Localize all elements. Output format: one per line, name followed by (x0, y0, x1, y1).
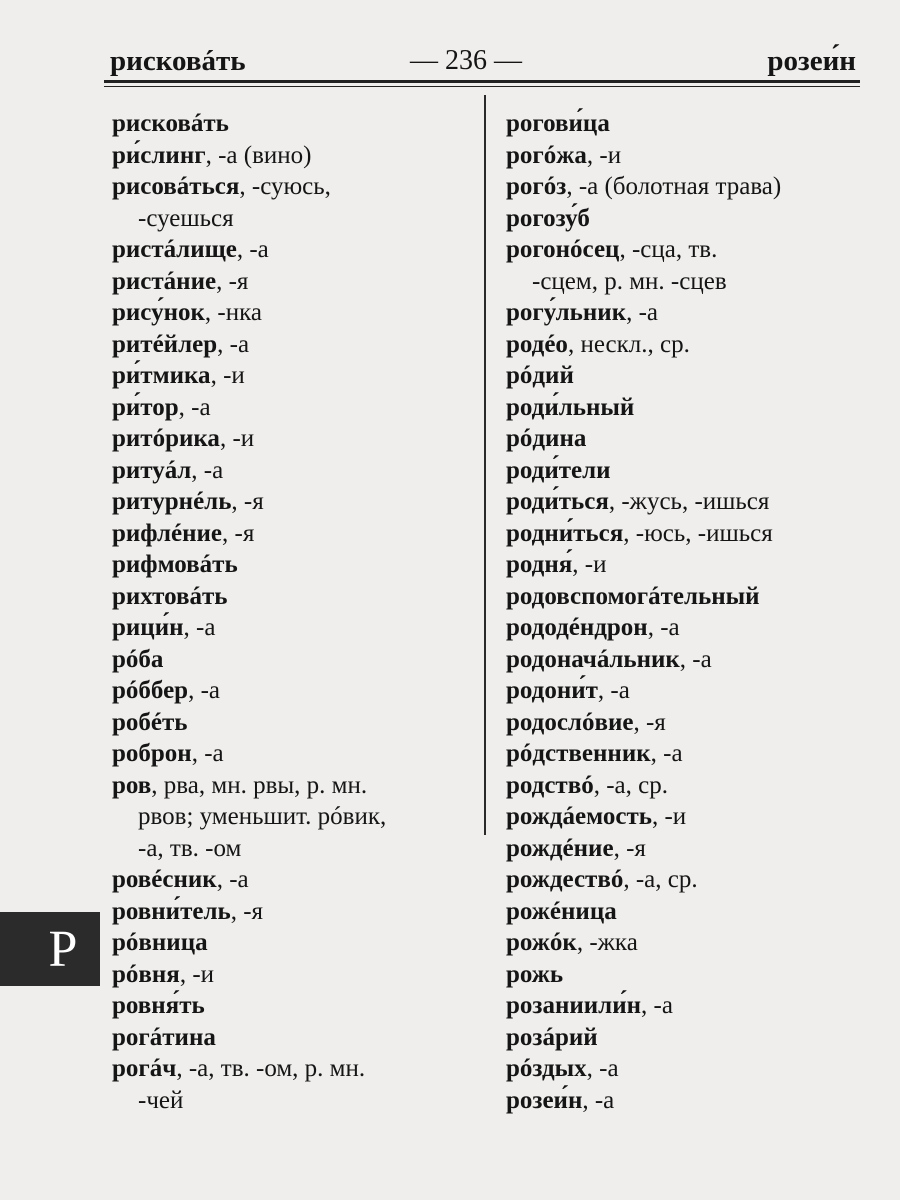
dictionary-entry (112, 455, 472, 487)
entry-grammar: , -а (626, 299, 659, 326)
headword: рододéндрон (506, 614, 648, 641)
dictionary-entry (506, 1022, 876, 1054)
headword: рифмовáть (112, 551, 238, 578)
dictionary-entry (112, 581, 472, 613)
headword: роди́тели (506, 456, 611, 484)
headword: роди́льный (506, 393, 635, 421)
dictionary-entry (112, 1053, 472, 1085)
dictionary-entry (112, 486, 472, 518)
entry-grammar: , -и (179, 960, 215, 988)
entry-continuation (506, 266, 876, 298)
headword: рогозу́б (506, 204, 590, 232)
headword: рожéница (506, 897, 617, 925)
headword: родовспомогáтельный (506, 582, 760, 610)
dictionary-entry (112, 927, 472, 959)
headword: рогови́ца (506, 110, 610, 137)
entry-grammar: , -а (191, 456, 224, 484)
dictionary-entry (112, 329, 472, 361)
entry-grammar: , -а (188, 677, 220, 704)
entry-grammar: , -а (191, 740, 224, 767)
entry-grammar: , -нка (204, 299, 262, 326)
header-left-guide-word: рисковáть (110, 45, 246, 77)
headword: родня́ (506, 551, 573, 578)
entry-grammar: , -и (219, 425, 255, 452)
entry-grammar: , -а, ср. (593, 771, 668, 799)
entry-grammar: , -я (230, 897, 264, 925)
entry-grammar: -суешься (138, 204, 234, 232)
dictionary-entry (112, 864, 472, 896)
thumb-index-letter: Р (48, 920, 78, 978)
dictionary-entry (506, 392, 876, 424)
dictionary-entry (112, 549, 472, 581)
headword: рогáтина (112, 1023, 216, 1051)
header-rule (104, 80, 860, 87)
entry-grammar: , -а (217, 330, 250, 358)
headword: родéо (506, 330, 568, 358)
headword: рогу́льник (506, 299, 627, 326)
entry-grammar: -а, тв. -ом (138, 834, 242, 862)
entry-continuation (112, 203, 472, 235)
dictionary-entry (506, 675, 876, 707)
dictionary-entry (506, 801, 876, 833)
headword: родствó (506, 771, 594, 799)
right-column (506, 108, 876, 1116)
headword: розаниили́н (506, 992, 641, 1019)
entry-continuation (112, 801, 472, 833)
dictionary-entry (506, 549, 876, 581)
entry-grammar: , -юсь, -ишься (623, 519, 773, 547)
dictionary-entry (506, 360, 876, 392)
headword: ристáние (112, 267, 217, 295)
entry-grammar: , -и (572, 551, 607, 578)
headword: рогáч (112, 1055, 177, 1082)
dictionary-entry (506, 990, 876, 1022)
dictionary-entry (506, 707, 876, 739)
dictionary-entry (112, 738, 472, 770)
dictionary-entry (506, 203, 876, 235)
dictionary-entry (112, 959, 472, 991)
dictionary-entry (506, 329, 876, 361)
dictionary-entry (112, 612, 472, 644)
headword: рóвница (112, 929, 208, 956)
dictionary-entry (506, 959, 876, 991)
entry-grammar: , -жусь, -ишься (608, 488, 770, 515)
dictionary-entry (112, 266, 472, 298)
headword: ристáлище (112, 236, 237, 263)
headword: рогóз (506, 173, 567, 200)
headword: рóздых (506, 1055, 587, 1082)
headword: рóба (112, 645, 164, 673)
entry-grammar: , -а (236, 236, 269, 263)
headword: рóббер (112, 677, 189, 704)
entry-grammar: , -а (679, 645, 712, 673)
dictionary-entry (506, 171, 876, 203)
dictionary-entry (112, 1022, 472, 1054)
entry-continuation (112, 1085, 472, 1117)
left-column (112, 108, 472, 1116)
entry-grammar: , -а (597, 677, 630, 704)
headword: ровня́ть (112, 992, 205, 1019)
dictionary-entry (112, 234, 472, 266)
entry-grammar: , -и (651, 803, 687, 830)
entry-grammar: , -а (641, 992, 673, 1019)
headword: роди́ться (506, 488, 609, 515)
entry-grammar: , -и (210, 362, 245, 389)
headword: ри́тор (112, 393, 179, 421)
dictionary-entry (506, 455, 876, 487)
dictionary-entry (506, 518, 876, 550)
headword: ритéйлер (112, 330, 218, 358)
headword: рождáемость (506, 803, 652, 830)
entry-grammar: , -суюсь, (239, 173, 331, 200)
dictionary-entry (112, 108, 472, 140)
headword: рóдий (506, 362, 574, 389)
headword: розáрий (506, 1023, 598, 1051)
entry-grammar: , -я (216, 267, 249, 295)
dictionary-entry (506, 1085, 876, 1117)
dictionary-entry (506, 486, 876, 518)
dictionary-entry (112, 707, 472, 739)
dictionary-entry (112, 392, 472, 424)
dictionary-entry (112, 990, 472, 1022)
headword: розеи́н (506, 1086, 583, 1114)
page-number: — 236 — (410, 45, 522, 76)
dictionary-entry (506, 140, 876, 172)
headword: ров (112, 771, 152, 799)
headword: роброн (112, 740, 192, 767)
entry-grammar: , -а (183, 614, 216, 641)
headword: рожь (506, 960, 564, 988)
headword: родни́ться (506, 519, 624, 547)
entry-grammar: -сцем, р. мн. -сцев (532, 267, 727, 295)
headword: рисовáться (112, 173, 240, 200)
headword: ри́тмика (112, 362, 211, 389)
headword: ритуáл (112, 456, 192, 484)
entry-grammar: , -а (216, 866, 249, 893)
column-divider (484, 95, 486, 835)
entry-grammar: , -а, тв. -ом, р. мн. (176, 1055, 366, 1082)
headword: рифлéние (112, 519, 223, 547)
dictionary-entry (112, 360, 472, 392)
dictionary-entry (506, 833, 876, 865)
dictionary-entry (112, 518, 472, 550)
headword: рождествó (506, 866, 624, 893)
entry-grammar: , -а (вино) (205, 141, 312, 169)
entry-grammar: , -а (586, 1055, 619, 1082)
dictionary-entry (506, 1053, 876, 1085)
entry-grammar: , -а, ср. (623, 866, 698, 893)
dictionary-entry (506, 108, 876, 140)
headword: ровéсник (112, 866, 217, 893)
headword: рожóк (506, 929, 577, 956)
headword: рóвня (112, 960, 180, 988)
entry-grammar: , -а (582, 1086, 615, 1114)
entry-grammar: , -а (647, 614, 680, 641)
headword: родони́т (506, 677, 598, 704)
entry-continuation (112, 833, 472, 865)
dictionary-entry (506, 770, 876, 802)
entry-grammar: , -я (231, 488, 264, 515)
entry-grammar: , рва, мн. рвы, р. мн. (151, 771, 368, 799)
dictionary-entry (112, 896, 472, 928)
entry-grammar: , -а (178, 393, 211, 421)
dictionary-entry (506, 297, 876, 329)
dictionary-entry (112, 675, 472, 707)
entry-grammar: рвов; уменьшит. рóвик, (138, 803, 387, 830)
dictionary-entry (112, 140, 472, 172)
headword: ритóрика (112, 425, 220, 452)
dictionary-entry (112, 423, 472, 455)
headword: родоначáльник (506, 645, 680, 673)
thumb-index-tab (0, 912, 100, 986)
dictionary-entry (112, 171, 472, 203)
headword: рогонóсец (506, 236, 620, 263)
dictionary-entry (506, 644, 876, 676)
headword: рóдственник (506, 740, 651, 767)
entry-grammar: , -и (586, 141, 622, 169)
entry-grammar: , -а (650, 740, 683, 767)
entry-grammar: , -я (613, 834, 646, 862)
dictionary-entry (112, 770, 472, 802)
dictionary-entry (506, 423, 876, 455)
dictionary-entry (112, 297, 472, 329)
headword: рисковáть (112, 110, 229, 137)
headword: рици́н (112, 614, 184, 641)
headword: ровни́тель (112, 897, 231, 925)
headword: рогóжа (506, 141, 587, 169)
headword: рождéние (506, 834, 614, 862)
dictionary-entry (506, 581, 876, 613)
dictionary-entry (506, 927, 876, 959)
entry-grammar: , -сца, тв. (619, 236, 718, 263)
entry-grammar: -чей (138, 1086, 184, 1114)
dictionary-entry (506, 896, 876, 928)
entry-grammar: , -я (633, 708, 666, 736)
entry-grammar: , -а (болотная трава) (566, 173, 782, 200)
entry-grammar: , нескл., ср. (567, 330, 690, 358)
dictionary-entry (506, 234, 876, 266)
entry-grammar: , -я (222, 519, 255, 547)
dictionary-entry (506, 612, 876, 644)
headword: робéть (112, 708, 188, 736)
headword: ритурнéль (112, 488, 232, 515)
dictionary-entry (506, 864, 876, 896)
headword: ри́слинг (112, 141, 206, 169)
headword: рóдина (506, 425, 587, 452)
dictionary-entry (506, 738, 876, 770)
headword: рису́нок (112, 299, 205, 326)
headword: родослóвие (506, 708, 634, 736)
header-right-guide-word: розеи́н (767, 45, 856, 77)
dictionary-entry (112, 644, 472, 676)
headword: рихтовáть (112, 582, 228, 610)
entry-grammar: , -жка (576, 929, 638, 956)
